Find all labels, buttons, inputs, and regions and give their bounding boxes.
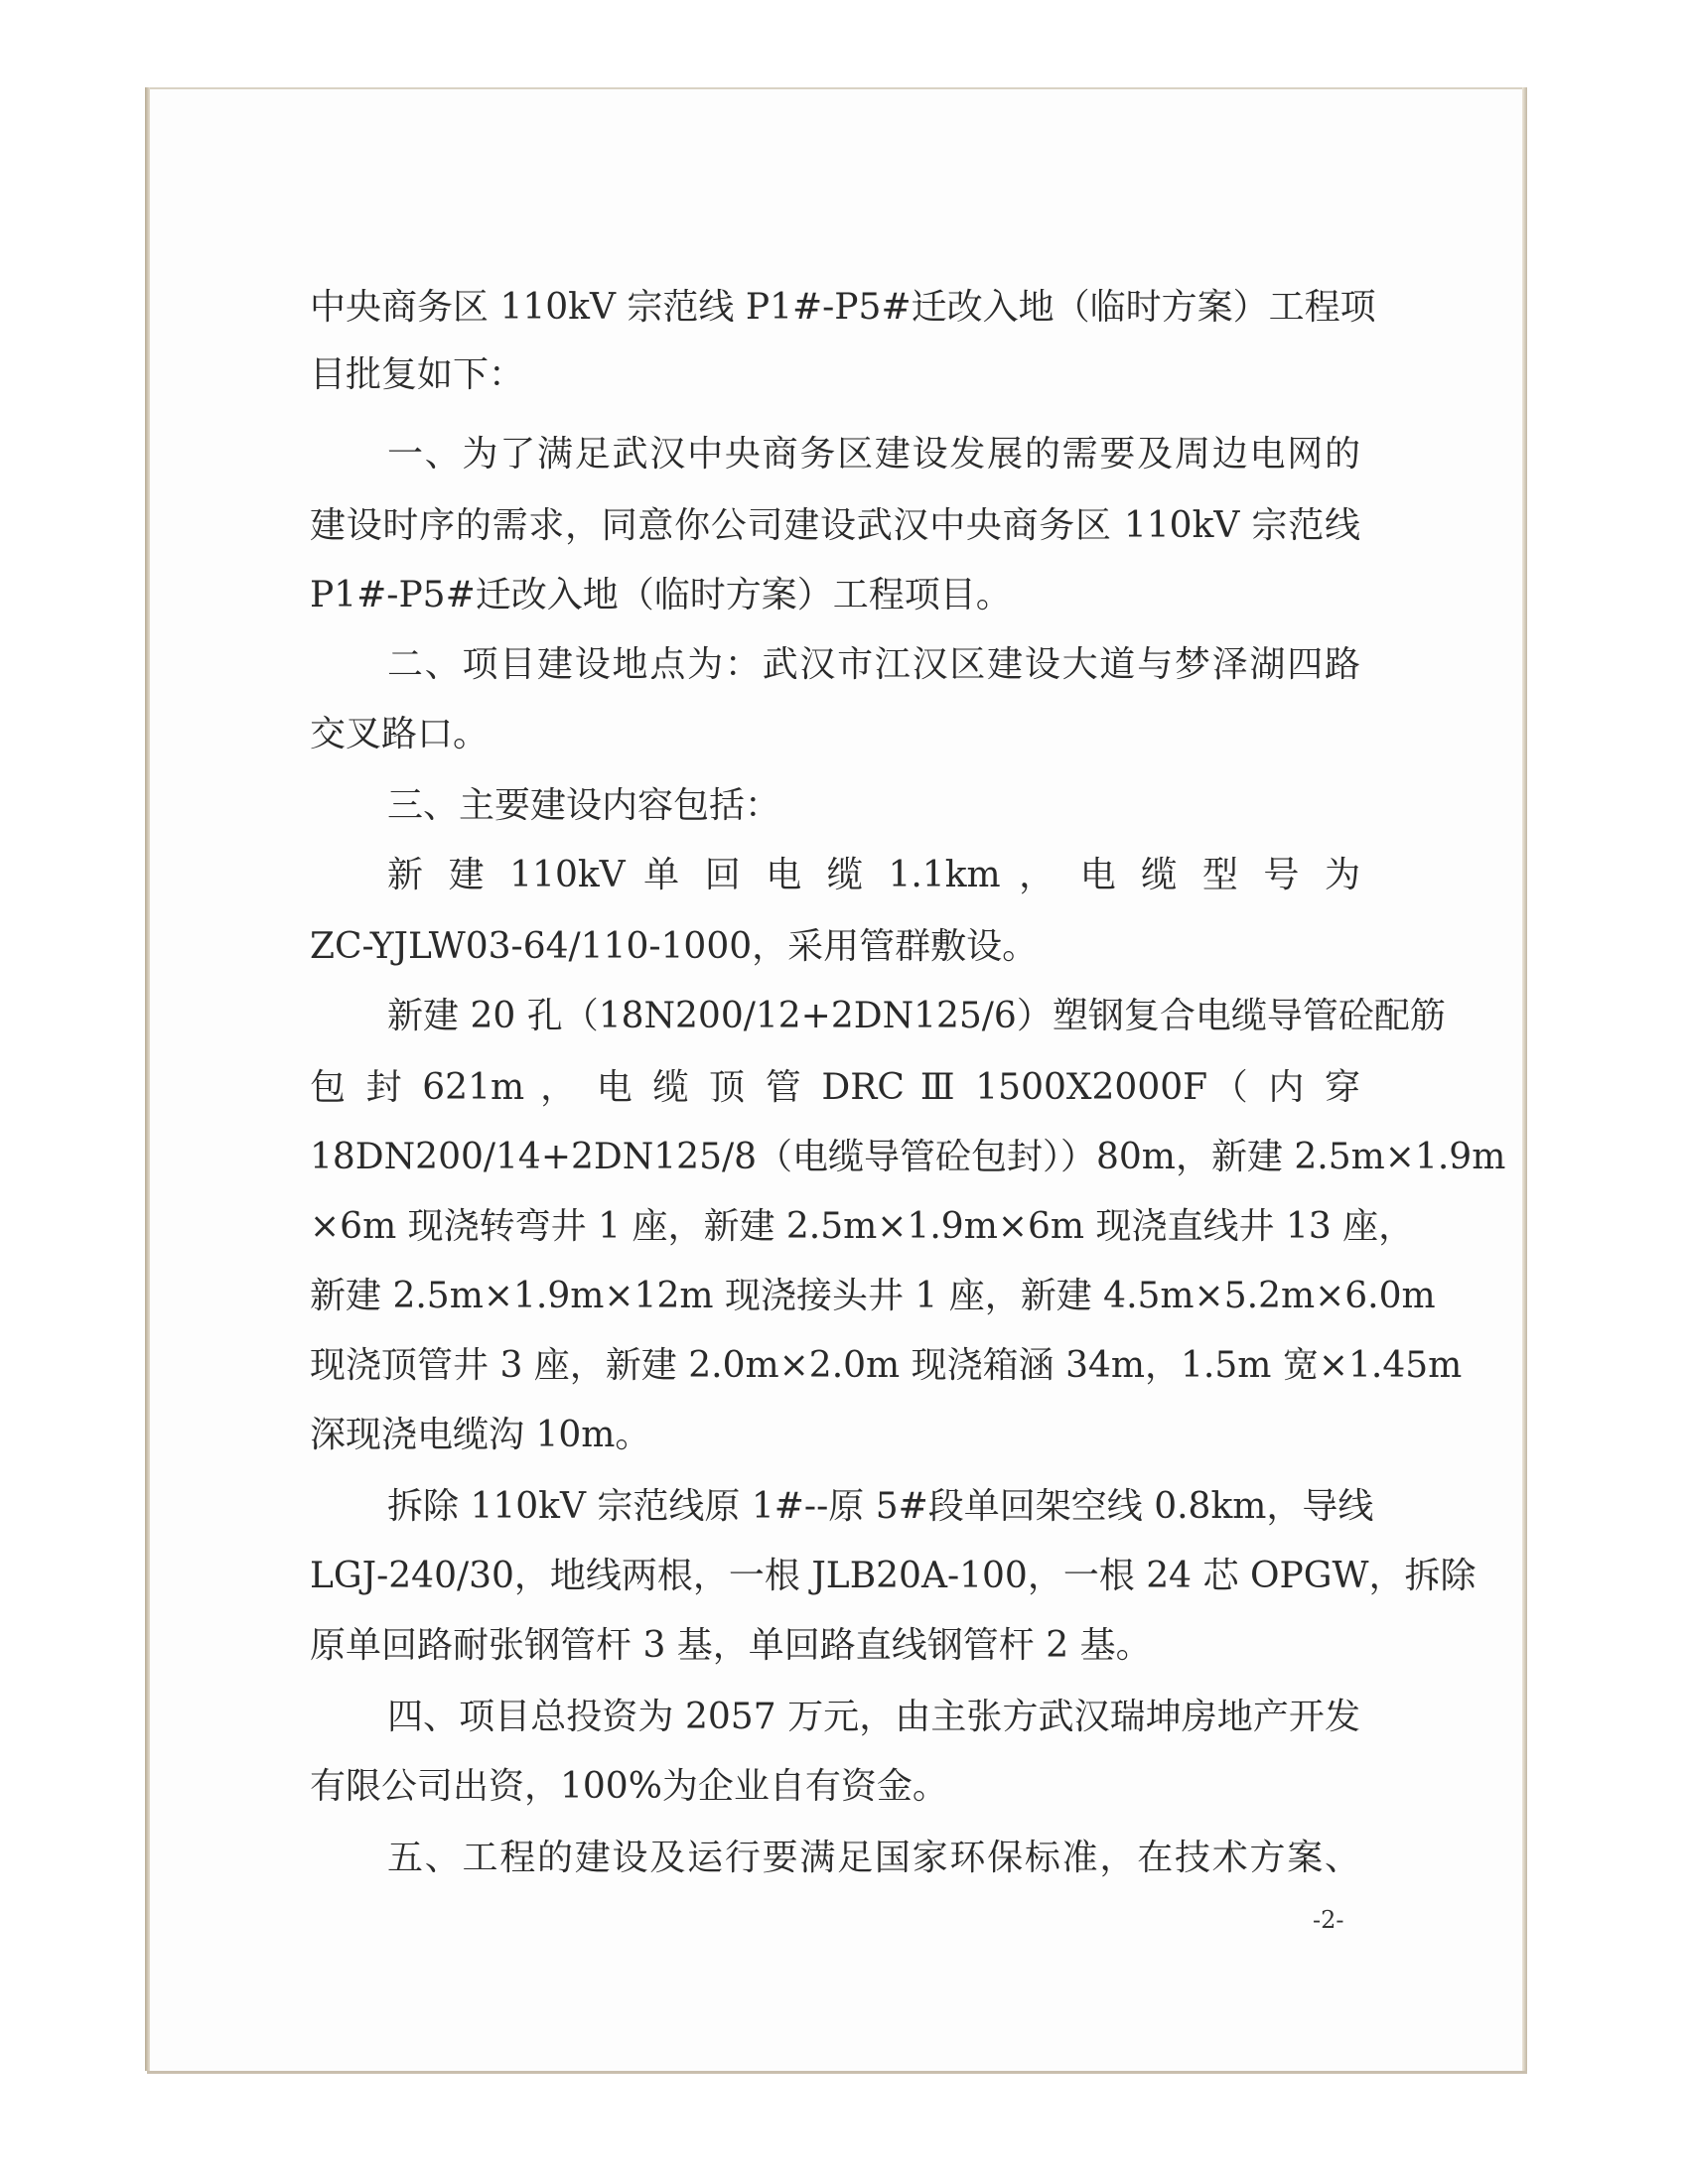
body-line: 原单回路耐张钢管杆 3 基，单回路直线钢管杆 2 基。 [310, 1625, 1152, 1666]
body-line: 现浇顶管井 3 座，新建 2.0m×2.0m 现浇箱涵 34m，1.5m 宽×1.45m [310, 1345, 1463, 1386]
body-line: LGJ-240/30，地线两根，一根 JLB20A-100，一根 24 芯 OPGW，拆除 [310, 1556, 1477, 1596]
paper-right-edge [1522, 87, 1527, 2071]
body-line: 交叉路口。 [310, 714, 490, 754]
body-line: ZC-YJLW03-64/110-1000，采用管群敷设。 [310, 926, 1039, 967]
page-number: -2- [1313, 1906, 1344, 1934]
body-line: 新建 2.5m×1.9m×12m 现浇接头井 1 座，新建 4.5m×5.2m×6.0m [310, 1276, 1436, 1316]
body-line: 包 封 621m ， 电 缆 顶 管 DRC Ⅲ 1500X2000F（ 内 穿 [310, 1067, 1360, 1108]
paragraph-2-line: 二、项目建设地点为：武汉市江汉区建设大道与梦泽湖四路 [387, 644, 1360, 685]
body-line: 拆除 110kV 宗范线原 1#--原 5#段单回架空线 0.8km，导线 [387, 1486, 1374, 1527]
body-line: ×6m 现浇转弯井 1 座，新建 2.5m×1.9m×6m 现浇直线井 13 座， [310, 1206, 1415, 1247]
paragraph-5-line: 五、工程的建设及运行要满足国家环保标准，在技术方案、 [387, 1838, 1360, 1878]
body-line: 中央商务区 110kV 宗范线 P1#-P5#迁改入地（临时方案）工程项 [310, 287, 1376, 328]
body-line: 18DN200/14+2DN125/8（电缆导管砼包封））80m，新建 2.5m×1.9m [310, 1137, 1506, 1177]
body-line: P1#-P5#迁改入地（临时方案）工程项目。 [310, 575, 1012, 615]
body-line: 深现浇电缆沟 10m。 [310, 1415, 651, 1455]
paragraph-4-line: 四、项目总投资为 2057 万元，由主张方武汉瑞坤房地产开发 [387, 1697, 1360, 1737]
body-line: 新建 20 孔（18N200/12+2DN125/6）塑钢复合电缆导管砼配筋 [387, 996, 1446, 1036]
body-line: 建设时序的需求，同意你公司建设武汉中央商务区 110kV 宗范线 [310, 505, 1360, 546]
body-line: 有限公司出资，100%为企业自有资金。 [310, 1766, 948, 1807]
body-line: 目批复如下： [310, 354, 525, 395]
paper-left-edge [145, 87, 150, 2071]
paragraph-1-line: 一、为了满足武汉中央商务区建设发展的需要及周边电网的 [387, 434, 1360, 475]
body-line: 新 建 110kV 单 回 电 缆 1.1km ， 电 缆 型 号 为 [387, 855, 1360, 895]
paragraph-3-heading: 三、主要建设内容包括： [387, 785, 781, 826]
